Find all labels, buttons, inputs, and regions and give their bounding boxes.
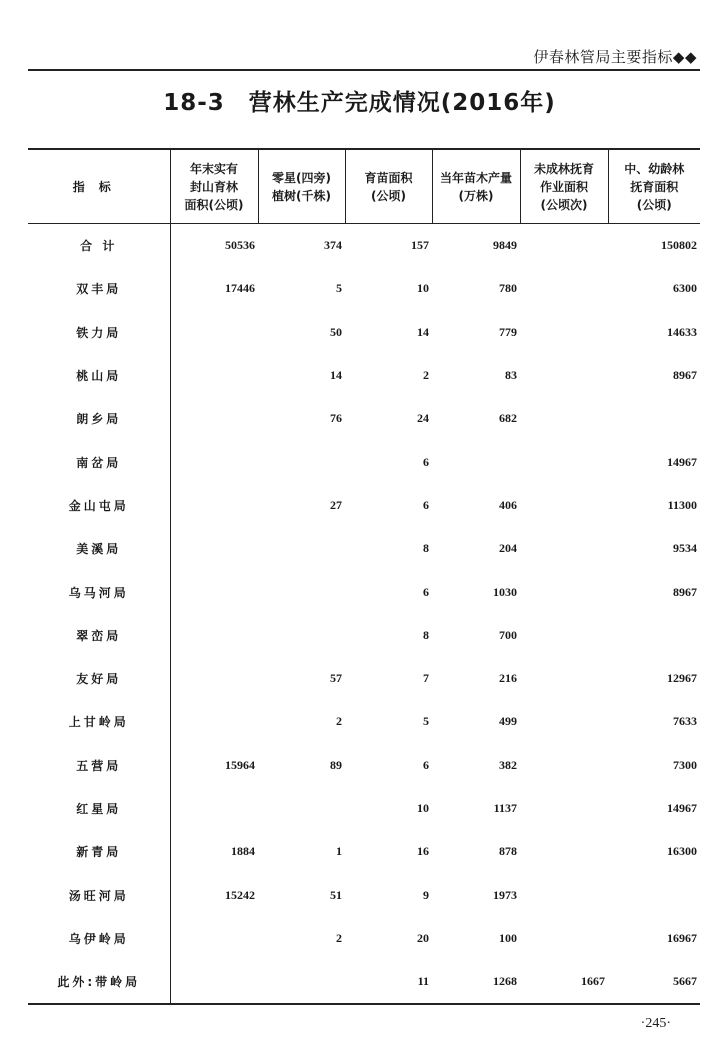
table-cell [520,657,608,700]
table-cell: 7633 [673,714,697,729]
table-cell [608,873,700,916]
table-cell: 5 [423,714,429,729]
row-label: 铁力局 [28,311,170,354]
table-cell [520,787,608,830]
row-label: 翠峦局 [28,614,170,657]
table-cell: 1973 [493,887,517,902]
column-header: 指标 [28,149,170,224]
table-cell [520,440,608,483]
table-cell: 14 [330,368,342,383]
table-row [28,917,700,960]
row-label: 乌马河局 [28,570,170,613]
row-label: 友好局 [28,657,170,700]
table-row [28,960,700,1004]
table-cell: 15242 [225,887,255,902]
table-row [28,787,700,830]
table-cell [520,354,608,397]
table-cell [170,570,258,613]
header-rule [28,69,700,71]
table-cell: 6 [423,497,429,512]
table-cell: 14967 [667,801,697,815]
table-cell [170,354,258,397]
column-header: 年末实有 封山育林 面积(公顷) [170,149,258,224]
table-cell [520,311,608,354]
row-label: 乌伊岭局 [28,917,170,960]
table-cell [520,830,608,873]
row-label: 红星局 [28,787,170,830]
table-cell [608,397,700,440]
table-cell: 12967 [667,671,697,686]
row-label: 朗乡局 [28,397,170,440]
table-cell [170,787,258,830]
table-cell: 14633 [667,324,697,339]
table-cell: 7300 [673,757,697,772]
table-cell: 682 [499,411,517,426]
table-cell: 24 [417,411,429,426]
table-cell [258,527,345,570]
table-cell: 2 [423,368,429,383]
table-cell: 8 [423,541,429,556]
table-cell [608,614,700,657]
table-row [28,873,700,916]
table-cell [170,917,258,960]
table-cell [520,527,608,570]
table-cell: 10 [417,281,429,296]
table-row [28,354,700,397]
table-cell: 6 [423,454,429,469]
table-cell: 6 [423,757,429,772]
table-cell [258,787,345,830]
table-cell: 51 [330,887,342,902]
table-cell: 16300 [667,844,697,859]
table-cell [170,311,258,354]
table-cell [520,397,608,440]
column-header: 当年苗木产量 (万株) [432,149,520,224]
table-cell: 83 [505,368,517,383]
table-row [28,224,700,268]
page-title: 18-3 营林生产完成情况(2016年) [163,90,556,116]
table-cell [520,224,608,268]
table-cell [170,657,258,700]
table-cell: 499 [499,714,517,729]
table-cell: 89 [330,757,342,772]
table-cell: 50 [330,324,342,339]
table-cell: 2 [336,930,342,945]
table-cell: 9 [423,887,429,902]
table-cell: 1667 [520,960,608,1004]
table-cell [170,527,258,570]
table-row [28,484,700,527]
table-cell: 9534 [673,541,697,556]
table-cell: 1884 [231,844,255,859]
table-row [28,440,700,483]
table-cell: 5 [336,281,342,296]
table-cell [258,614,345,657]
table-cell [170,700,258,743]
table-row [28,614,700,657]
table-cell [258,570,345,613]
table-cell: 1137 [493,801,517,815]
table-cell [520,484,608,527]
column-header: 中、幼龄林 抚育面积 (公顷) [608,149,700,224]
table-cell: 11300 [667,497,697,512]
table-cell: 157 [411,238,429,253]
table-cell: 14 [417,324,429,339]
table-cell [520,744,608,787]
table-cell: 700 [499,627,517,642]
table-row [28,397,700,440]
table-cell [520,917,608,960]
table-cell: 7 [423,671,429,686]
table-cell [520,700,608,743]
table-cell: 20 [417,930,429,945]
table-cell: 5667 [608,960,700,1004]
table-cell: 57 [330,671,342,686]
table-cell [170,397,258,440]
page-number: ·245· [640,1016,671,1031]
table-cell: 406 [499,497,517,512]
row-label: 桃山局 [28,354,170,397]
table-cell [170,614,258,657]
table-cell: 16 [417,844,429,859]
row-label: 合 计 [28,224,170,268]
table-cell [258,440,345,483]
table-cell: 76 [330,411,342,426]
table-cell [170,484,258,527]
column-header: 未成林抚育 作业面积 (公顷次) [520,149,608,224]
table-row [28,657,700,700]
table-row [28,527,700,570]
table-cell: 150802 [661,238,697,253]
row-label: 美溪局 [28,527,170,570]
row-label: 五营局 [28,744,170,787]
table-cell: 8967 [673,584,697,599]
row-label: 此外:带岭局 [28,960,170,1004]
table-cell: 100 [499,930,517,945]
table-cell: 8967 [673,368,697,383]
row-label: 汤旺河局 [28,873,170,916]
table-cell: 8 [423,627,429,642]
table-row [28,267,700,310]
table-cell: 1030 [493,584,517,599]
row-label: 上甘岭局 [28,700,170,743]
table-cell [432,440,520,483]
table-cell: 6300 [673,281,697,296]
row-label: 南岔局 [28,440,170,483]
table-cell: 780 [499,281,517,296]
table-row [28,311,700,354]
row-label: 双丰局 [28,267,170,310]
table-cell: 374 [324,238,342,253]
table-cell: 2 [336,714,342,729]
forestry-table [28,148,700,1005]
table-cell: 16967 [667,930,697,945]
table-cell: 10 [417,801,429,815]
table-cell [258,960,345,1004]
table-cell: 15964 [225,757,255,772]
table-cell [170,960,258,1004]
table-cell: 27 [330,497,342,512]
table-cell: 216 [499,671,517,686]
table-cell: 11 [345,960,432,1004]
table-row [28,830,700,873]
table-cell: 17446 [225,281,255,296]
running-header: 伊春林管局主要指标◆◆ [533,48,697,66]
column-header: 零星(四旁) 植树(千株) [258,149,345,224]
table-cell: 204 [499,541,517,556]
table-cell: 14967 [667,454,697,469]
table-cell: 1268 [432,960,520,1004]
table-row [28,570,700,613]
table-cell [520,570,608,613]
table-cell: 779 [499,324,517,339]
table-cell: 50536 [225,238,255,253]
table-cell [520,873,608,916]
table-cell: 382 [499,757,517,772]
table-cell: 9849 [493,238,517,253]
row-label: 新青局 [28,830,170,873]
table-header-row [28,149,700,224]
table-cell: 1 [336,844,342,859]
table-cell: 878 [499,844,517,859]
column-header: 育苗面积 (公顷) [345,149,432,224]
table-cell: 6 [423,584,429,599]
table-cell [170,440,258,483]
table-cell [520,614,608,657]
table-row [28,700,700,743]
table-cell [520,267,608,310]
row-label: 金山屯局 [28,484,170,527]
table-row [28,744,700,787]
